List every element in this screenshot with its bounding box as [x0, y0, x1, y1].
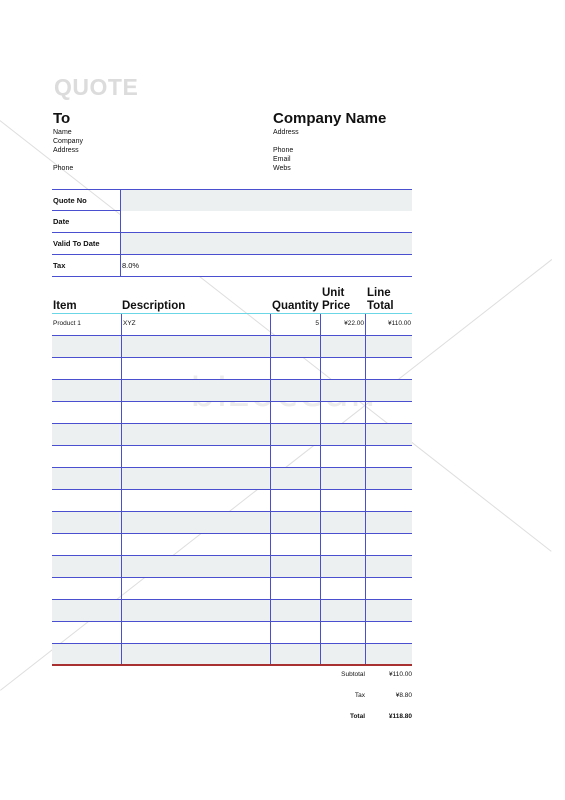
totals-block — [300, 668, 412, 731]
to-name: Name — [53, 129, 72, 136]
description-cell[interactable] — [123, 556, 269, 577]
table-row — [52, 402, 412, 424]
column-divider — [121, 556, 122, 577]
date-field[interactable] — [121, 211, 412, 232]
column-divider — [121, 644, 122, 664]
quantity-cell[interactable] — [271, 402, 319, 423]
unit-price-cell[interactable] — [321, 534, 364, 555]
header-price: Price — [322, 300, 351, 312]
table-row — [52, 512, 412, 534]
quantity-cell[interactable] — [271, 446, 319, 467]
item-cell[interactable] — [53, 424, 119, 445]
description-cell[interactable] — [123, 424, 269, 445]
description-cell[interactable] — [123, 380, 269, 401]
column-divider — [121, 534, 122, 555]
unit-price-cell[interactable] — [321, 336, 364, 357]
item-cell[interactable] — [53, 468, 119, 489]
tax-rate-field[interactable]: 8.0% — [121, 255, 412, 276]
line-total-cell[interactable] — [366, 512, 411, 533]
column-divider — [121, 622, 122, 643]
line-total-cell[interactable] — [366, 336, 411, 357]
quote-info-table — [52, 189, 412, 277]
unit-price-cell[interactable]: ¥22.00 — [344, 320, 364, 327]
description-cell[interactable] — [123, 402, 269, 423]
quantity-cell[interactable] — [271, 644, 319, 664]
quote-no-field[interactable] — [121, 190, 412, 211]
info-row-date — [52, 211, 412, 233]
table-row — [52, 534, 412, 556]
total-label: Total — [349, 713, 365, 720]
column-divider — [121, 468, 122, 489]
table-row — [52, 468, 412, 490]
to-phone: Phone — [53, 165, 74, 172]
column-divider — [121, 490, 122, 511]
table-row — [52, 490, 412, 512]
item-cell[interactable] — [53, 358, 119, 379]
description-cell[interactable] — [123, 468, 269, 489]
subtotal-label: Subtotal — [341, 671, 365, 678]
column-divider — [121, 336, 122, 357]
to-heading: To — [53, 110, 71, 127]
info-row-valid-to — [52, 233, 412, 255]
description-cell[interactable] — [123, 578, 269, 599]
unit-price-cell[interactable] — [321, 358, 364, 379]
item-cell[interactable] — [53, 512, 119, 533]
table-row — [52, 314, 412, 336]
header-unit: Unit — [322, 287, 345, 299]
line-total-cell[interactable] — [366, 556, 411, 577]
info-label: Valid To Date — [53, 239, 100, 248]
line-total-cell[interactable] — [366, 446, 411, 467]
tax-label: Tax — [354, 692, 365, 699]
description-cell[interactable] — [123, 534, 269, 555]
unit-price-cell[interactable] — [321, 446, 364, 467]
unit-price-cell[interactable] — [321, 578, 364, 599]
header-total: Total — [367, 300, 394, 312]
line-total-cell[interactable] — [366, 490, 411, 511]
line-total-cell[interactable] — [366, 578, 411, 599]
quantity-cell[interactable] — [271, 622, 319, 643]
description-cell[interactable]: XYZ — [123, 320, 136, 327]
description-cell[interactable] — [123, 512, 269, 533]
item-cell[interactable] — [53, 556, 119, 577]
description-cell[interactable] — [123, 600, 269, 621]
line-total-cell[interactable] — [366, 380, 411, 401]
table-row — [52, 380, 412, 402]
unit-price-cell[interactable] — [321, 490, 364, 511]
to-address: Address — [53, 147, 79, 154]
item-cell[interactable] — [53, 644, 119, 664]
table-row — [52, 600, 412, 622]
info-label: Tax — [53, 261, 66, 270]
line-total-cell[interactable] — [366, 644, 411, 664]
info-label: Quote No — [53, 196, 87, 205]
unit-price-cell[interactable] — [321, 424, 364, 445]
header-description: Description — [122, 300, 186, 312]
line-total-cell[interactable] — [366, 534, 411, 555]
header-item: Item — [53, 300, 77, 312]
item-cell[interactable] — [53, 336, 119, 357]
unit-price-cell[interactable] — [321, 468, 364, 489]
document-title: QUOTE — [54, 74, 139, 100]
table-row — [52, 644, 412, 666]
column-divider — [121, 512, 122, 533]
quantity-cell[interactable] — [271, 534, 319, 555]
to-company: Company — [53, 138, 83, 145]
description-cell[interactable] — [123, 622, 269, 643]
line-total-cell[interactable] — [366, 622, 411, 643]
item-cell[interactable] — [53, 380, 119, 401]
item-cell[interactable] — [53, 578, 119, 599]
quantity-cell[interactable] — [271, 468, 319, 489]
column-divider — [121, 424, 122, 445]
column-divider — [121, 578, 122, 599]
item-cell[interactable] — [53, 446, 119, 467]
recipient-block — [53, 110, 83, 173]
quantity-cell[interactable] — [271, 358, 319, 379]
info-row-quote-no — [52, 189, 412, 211]
unit-price-cell[interactable] — [321, 644, 364, 664]
unit-price-cell[interactable] — [321, 512, 364, 533]
quantity-cell[interactable] — [271, 556, 319, 577]
table-row — [52, 622, 412, 644]
description-cell[interactable] — [123, 446, 269, 467]
line-total-cell[interactable] — [366, 424, 411, 445]
quantity-cell[interactable]: 5 — [315, 320, 319, 327]
header-line: Line — [367, 287, 391, 299]
subtotal-value: ¥110.00 — [388, 671, 412, 678]
header-quantity: Quantity — [272, 300, 319, 312]
table-row — [52, 578, 412, 600]
total-value: ¥118.80 — [388, 713, 412, 720]
company-web: Webs — [273, 165, 291, 172]
info-label: Date — [53, 217, 70, 226]
header-line-total — [367, 287, 394, 313]
total-row — [300, 710, 412, 731]
company-name: Company Name — [273, 110, 387, 127]
item-cell[interactable] — [53, 402, 119, 423]
table-row — [52, 424, 412, 446]
line-total-cell[interactable] — [366, 468, 411, 489]
quantity-cell[interactable] — [271, 578, 319, 599]
quantity-cell[interactable] — [271, 380, 319, 401]
unit-price-cell[interactable] — [321, 402, 364, 423]
valid-to-date-field[interactable] — [121, 233, 412, 254]
item-cell[interactable] — [53, 534, 119, 555]
description-cell[interactable] — [123, 336, 269, 357]
company-email: Email — [273, 156, 291, 163]
line-total-cell[interactable] — [366, 402, 411, 423]
column-divider — [121, 380, 122, 401]
item-cell[interactable] — [53, 622, 119, 643]
company-address: Address — [273, 129, 299, 136]
tax-value: ¥8.80 — [395, 692, 412, 699]
line-total-cell[interactable]: ¥110.00 — [387, 320, 411, 327]
quantity-cell[interactable] — [271, 512, 319, 533]
line-total-cell[interactable] — [366, 358, 411, 379]
description-cell[interactable] — [123, 358, 269, 379]
header-unit-price — [322, 287, 350, 313]
quantity-cell[interactable] — [271, 490, 319, 511]
items-table-header — [52, 284, 412, 314]
item-cell[interactable] — [53, 490, 119, 511]
quantity-cell[interactable] — [271, 600, 319, 621]
line-total-cell[interactable] — [366, 600, 411, 621]
column-divider — [121, 600, 122, 621]
unit-price-cell[interactable] — [321, 380, 364, 401]
description-cell[interactable] — [123, 644, 269, 664]
table-row — [52, 358, 412, 380]
column-divider — [121, 358, 122, 379]
tax-row — [300, 689, 412, 710]
column-divider — [121, 314, 122, 335]
quantity-cell[interactable] — [271, 336, 319, 357]
unit-price-cell[interactable] — [321, 622, 364, 643]
company-phone: Phone — [273, 147, 294, 154]
table-row — [52, 336, 412, 358]
item-cell[interactable] — [53, 600, 119, 621]
column-divider — [121, 446, 122, 467]
unit-price-cell[interactable] — [321, 556, 364, 577]
item-cell[interactable]: Product 1 — [53, 320, 81, 327]
items-table — [52, 314, 412, 666]
info-row-tax — [52, 255, 412, 277]
column-divider — [121, 402, 122, 423]
company-block — [273, 110, 386, 173]
table-row — [52, 446, 412, 468]
quantity-cell[interactable] — [271, 424, 319, 445]
description-cell[interactable] — [123, 490, 269, 511]
table-row — [52, 556, 412, 578]
subtotal-row — [300, 668, 412, 689]
unit-price-cell[interactable] — [321, 600, 364, 621]
